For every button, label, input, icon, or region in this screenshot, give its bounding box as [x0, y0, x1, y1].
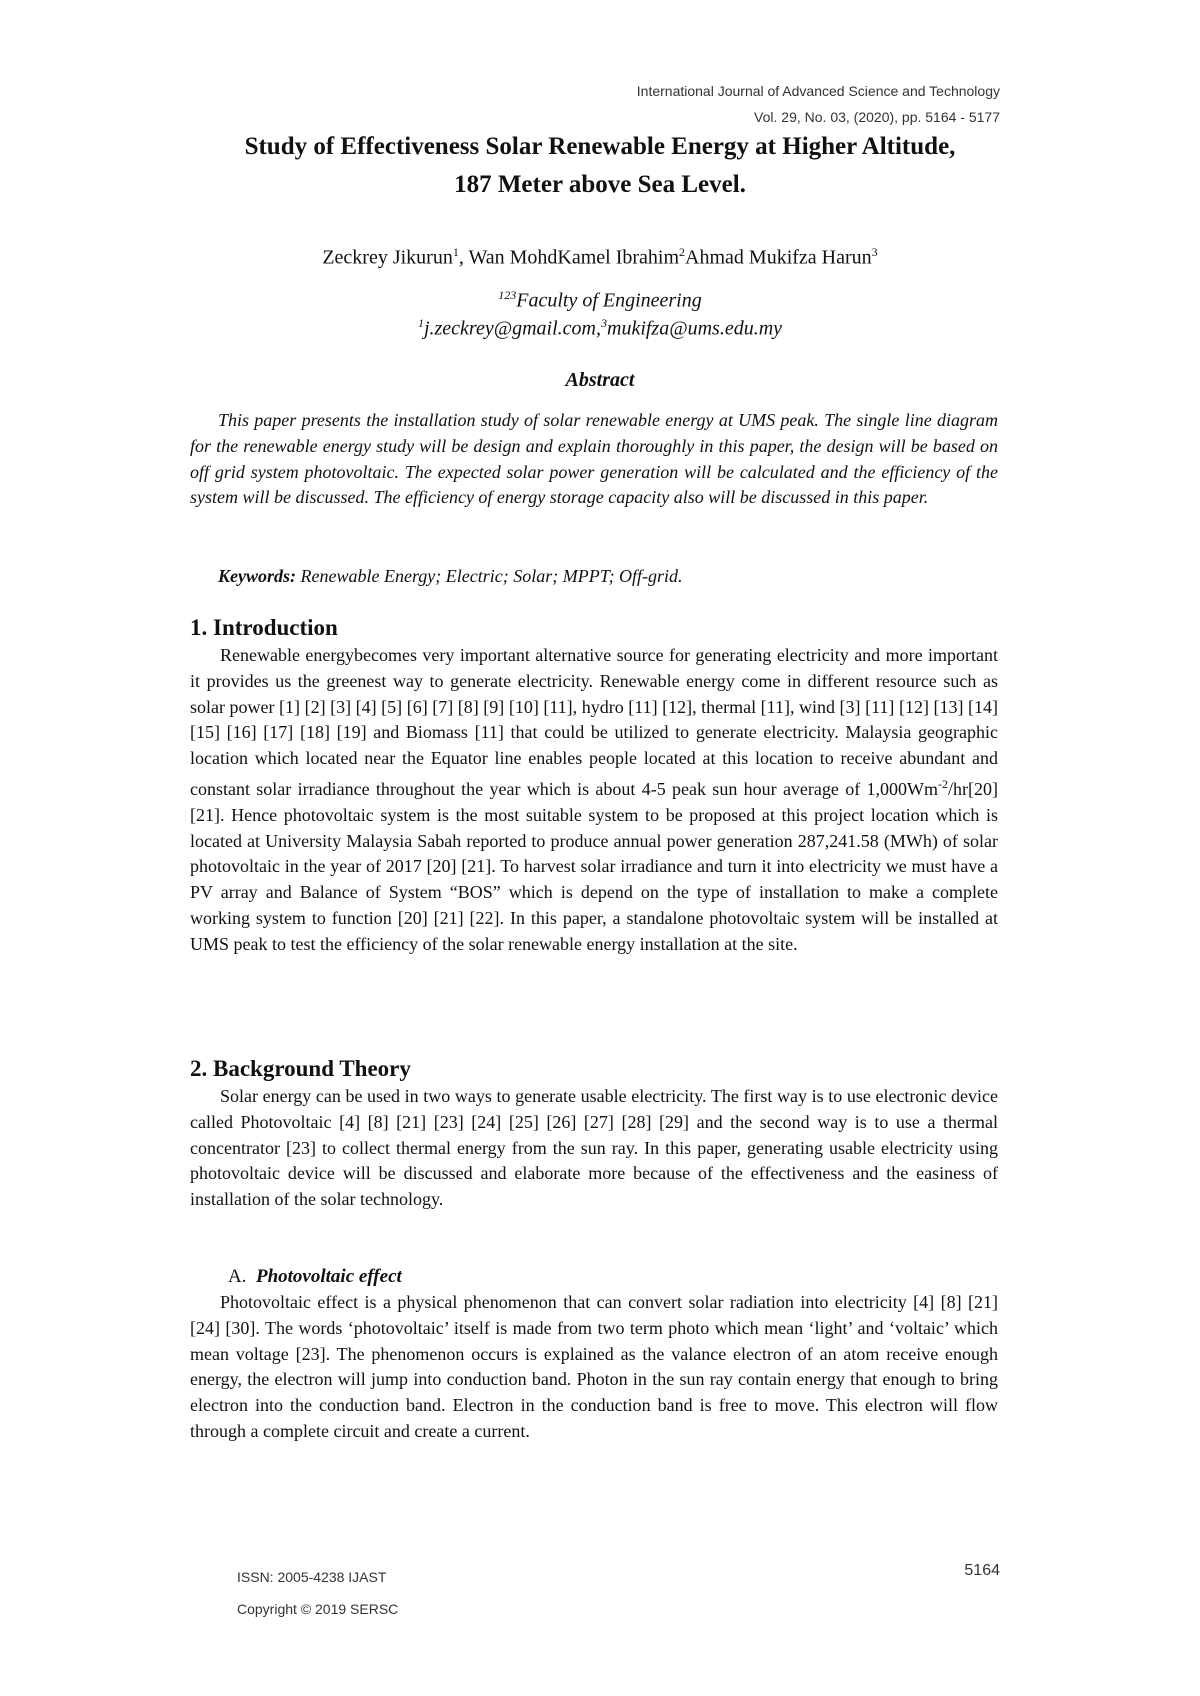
keywords-label: Keywords:	[218, 566, 296, 586]
author-list	[150, 245, 1050, 270]
title-line-2: 187 Meter above Sea Level.	[454, 171, 746, 198]
journal-name: International Journal of Advanced Science and Technology	[636, 83, 1000, 99]
copyright: Copyright © 2019 SERSC	[237, 1601, 399, 1617]
section-heading-introduction: 1. Introduction	[190, 615, 338, 640]
author-emails	[150, 316, 1050, 341]
keywords-list: Renewable Energy; Electric; Solar; MPPT; Off-grid.	[296, 566, 683, 586]
photovoltaic-paragraph: Photovoltaic effect is a physical phenomenon that can convert solar radiation into electricity [4] [8] [21] [24] [30]. The words ‘photovoltaic’ itself is made from two term photo which mean ‘light’ and ‘voltaic’ which mean voltage [23]. The phenomenon occurs is explained as the valance electron of an atom receive enough energy, the electron will jump into conduction band. Photon in the sun ray contain energy that enough to bring electron into the conduction band. Electron in the conduction band is free to move. This electron will flow through a complete circuit and create a current.	[190, 1292, 998, 1441]
keywords	[218, 566, 998, 587]
page-number: 5164	[964, 1562, 1000, 1579]
email-2: mukifza@ums.edu.my	[607, 317, 783, 340]
author-2-sup: 2	[679, 245, 686, 259]
abstract-text: This paper presents the installation study of solar renewable energy at UMS peak. The single line diagram for the renewable energy study will be design and explain thoroughly in this paper, the design will be based on off grid system photovoltaic. The expected solar power generation will be calculated and the efficiency of the system will be discussed. The efficiency of energy storage capacity also will be discussed in this paper.	[190, 410, 998, 508]
intro-superscript: -2	[938, 776, 949, 791]
author-3: Ahmad Mukifza Harun	[685, 246, 872, 269]
running-header	[637, 78, 1000, 130]
background-paragraph: Solar energy can be used in two ways to generate usable electricity. The first way is to use electronic device called Photovoltaic [4] [8] [21] [23] [24] [25] [26] [27] [28] [29] and the second way is to use a thermal concentrator [23] to collect thermal energy from the sun ray. In this paper, generating usable electricity using photovoltaic device will be discussed and elaborate more because of the effectiveness and the easiness of installation of the solar technology.	[190, 1086, 998, 1210]
author-2: , Wan MohdKamel Ibrahim	[458, 246, 680, 269]
author-1-sup: 1	[452, 245, 459, 259]
subsection-label: A.	[228, 1266, 247, 1287]
email-1-sup: 1	[417, 316, 424, 330]
volume-info: Vol. 29, No. 03, (2020), pp. 5164 - 5177	[754, 109, 1000, 125]
paper-title	[150, 128, 1050, 204]
email-2-sup: 3	[601, 316, 607, 330]
intro-text-2: /hr[20] [21]. Hence photovoltaic system is the most suitable system to be proposed at this project location which is located at University Malaysia Sabah reported to produce annual power generation 287,241.58 (MWh) of solar photovoltaic in the year of 2017 [20] [21]. To harvest solar irradiance and turn it into electricity we must have a PV array and Balance of System “BOS” which is depend on the type of installation to make a complete working system to function [20] [21] [22]. In this paper, a standalone photovoltaic system will be installed at UMS peak to test the efficiency of the solar renewable energy installation at the site.	[190, 778, 998, 954]
affiliation-text: Faculty of Engineering	[516, 289, 702, 312]
affiliation-sup: 123	[498, 288, 517, 302]
title-line-1: Study of Effectiveness Solar Renewable Energy at Higher Altitude,	[244, 133, 956, 160]
affiliation	[150, 288, 1050, 313]
email-1: j.zeckrey@gmail.com,	[423, 317, 601, 340]
introduction-paragraph	[190, 643, 998, 958]
abstract-heading: Abstract	[565, 369, 635, 391]
author-1: Zeckrey Jikurun	[322, 246, 453, 269]
author-3-sup: 3	[871, 245, 878, 259]
section-heading-background: 2. Background Theory	[190, 1056, 411, 1081]
subsection-title: Photovoltaic effect	[255, 1266, 402, 1287]
subsection-heading-photovoltaic	[228, 1266, 402, 1288]
issn: ISSN: 2005-4238 IJAST	[237, 1569, 387, 1585]
intro-text-1: Renewable energybecomes very important alternative source for generating electricity and more important it provides us the greenest way to generate electricity. Renewable energy come in different resource such as solar power [1] [2] [3] [4] [5] [6] [7] [8] [9] [10] [11], hydro [11] [12], thermal [11], wind [3] [11] [12] [13] [14] [15] [16] [17] [18] [19] and Biomass [11] that could be utilized to generate electricity. Malaysia geographic location which located near the Equator line enables people located at this location to receive abundant and constant solar irradiance throughout the year which is about 4-5 peak sun hour average of 1,000Wm	[190, 645, 998, 799]
